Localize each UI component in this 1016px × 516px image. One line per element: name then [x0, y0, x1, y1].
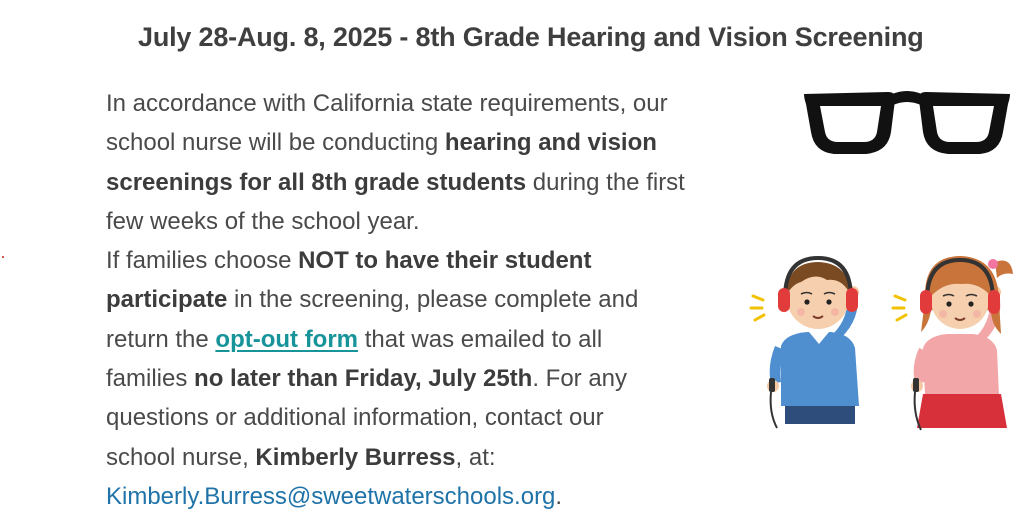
- paragraph2-line5: [106, 398, 796, 437]
- paragraph1-line2: [106, 123, 796, 162]
- text-segment: during the first: [526, 168, 685, 196]
- bold-text: screenings for all 8th grade students: [106, 168, 527, 196]
- text-segment: few weeks of the school year.: [106, 207, 420, 235]
- eyeglasses-icon: [800, 86, 1014, 160]
- paragraph1-line1: [106, 84, 796, 123]
- text-segment: that was emailed to all: [358, 325, 603, 353]
- paragraph2-line1: [106, 241, 796, 280]
- bold-text: participate: [106, 286, 228, 314]
- paragraph2-line2: [106, 280, 796, 319]
- paragraph2-line3: [106, 320, 796, 359]
- paragraph2-line4: [106, 359, 796, 398]
- paragraph2-line6: [106, 438, 796, 477]
- nurse-email-link[interactable]: Kimberly.Burress@sweetwaterschools.org: [106, 482, 556, 510]
- page-title: July 28-Aug. 8, 2025 - 8th Grade Hearing and Vision Screening: [138, 22, 924, 52]
- deadline-text: no later than Friday, July 25th: [194, 365, 533, 393]
- hearing-test-children-illustration: [745, 238, 1013, 434]
- girl-figure: [893, 256, 1013, 430]
- stray-dot: [2, 256, 4, 258]
- nurse-name: Kimberly Burress: [255, 443, 456, 471]
- text-segment: .: [555, 482, 563, 510]
- text-segment: families: [106, 365, 195, 393]
- text-segment: , at:: [455, 443, 496, 471]
- text-segment: school nurse,: [106, 443, 256, 471]
- announcement-body: [106, 84, 796, 516]
- text-segment: questions or additional information, contact our: [106, 404, 604, 432]
- text-segment: . For any: [532, 365, 628, 393]
- text-segment: return the: [106, 325, 216, 353]
- text-segment: If families choose: [106, 247, 299, 275]
- paragraph2-line7: [106, 477, 796, 516]
- text-segment: school nurse will be conducting: [106, 129, 445, 157]
- paragraph1-line3: [106, 163, 796, 202]
- opt-out-form-link[interactable]: opt-out form: [215, 325, 359, 353]
- bold-text: hearing and vision: [444, 129, 657, 157]
- boy-figure: [751, 258, 859, 428]
- bold-text: NOT to have their student: [298, 247, 592, 275]
- text-segment: in the screening, please complete and: [227, 286, 639, 314]
- paragraph1-line4: [106, 202, 796, 241]
- text-segment: In accordance with California state requirements, our: [106, 90, 668, 117]
